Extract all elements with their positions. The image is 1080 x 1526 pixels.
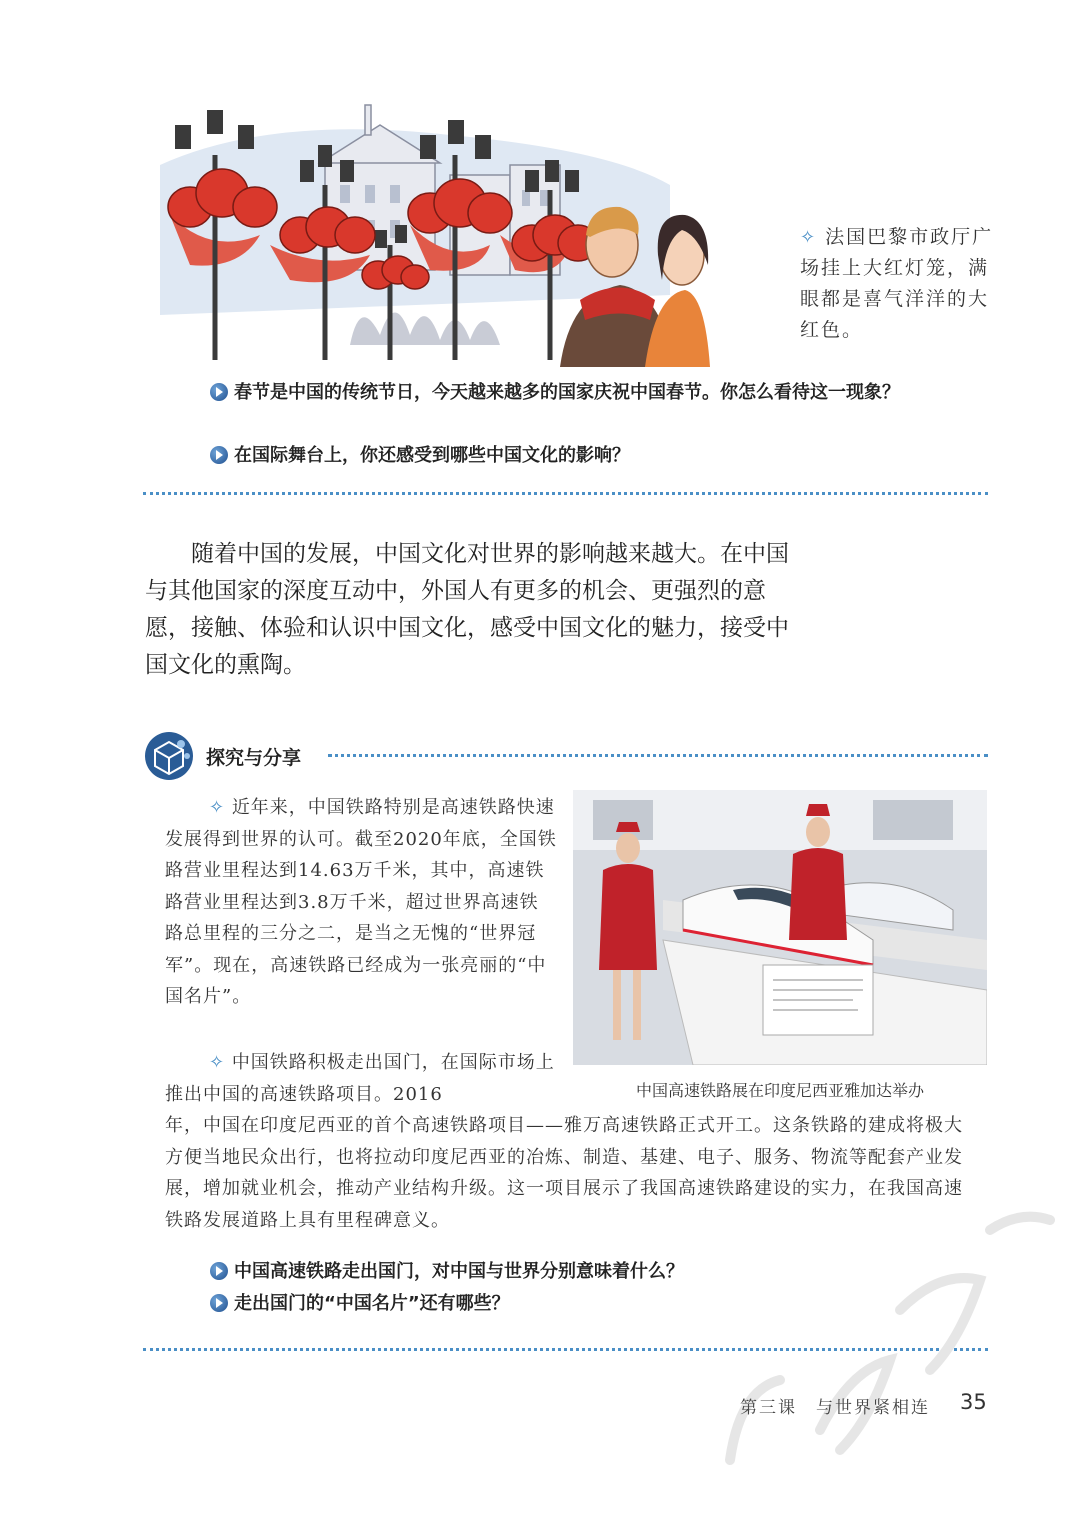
question-section-1: 中国高速铁路走出国门，对中国与世界分别意味着什么？ xyxy=(210,1256,970,1288)
play-bullet-icon xyxy=(210,1294,228,1312)
explore-share-icon xyxy=(143,730,195,782)
illustration-caption: 法国巴黎市政厅广场挂上大红灯笼，满眼都是喜气洋洋的大红色。 xyxy=(800,226,994,341)
page-number: 35 xyxy=(960,1390,987,1414)
section-paragraph-1: ✧ 近年来，中国铁路特别是高速铁路快速发展得到世界的认可。截至2020年底，全国铁路营业里程达到14.63万千米，其中，高速铁路营业里程达到3.8万千米，超过世界高速铁路总里程的三分之二，是当之无愧的“世界冠军”。现在，高速铁路已经成为一张亮丽的“中国名片”。 xyxy=(165,797,557,1007)
paris-lantern-illustration xyxy=(150,95,710,367)
play-bullet-icon xyxy=(210,1262,228,1280)
diamond-bullet-icon: ✧ xyxy=(800,227,818,248)
diamond-bullet-icon: ✧ xyxy=(209,1052,232,1073)
question-top-1: 春节是中国的传统节日，今天越来越多的国家庆祝中国春节。你怎么看待这一现象？ xyxy=(165,377,975,409)
question-section-2: 走出国门的“中国名片”还有哪些？ xyxy=(210,1288,970,1320)
footer-lesson-title: 第三课 与世界紧相连 xyxy=(740,1398,930,1418)
section-header xyxy=(143,730,988,782)
main-paragraph: 随着中国的发展，中国文化对世界的影响越来越大。在中国与其他国家的深度互动中，外国人有更多的机会、更强烈的意愿，接触、体验和认识中国文化，感受中国文化的魅力，接受中国文化的熏陶。 xyxy=(145,541,789,678)
section-dotted-line xyxy=(328,754,988,757)
play-bullet-icon xyxy=(210,446,228,464)
play-bullet-icon xyxy=(210,383,228,401)
question-top-2: 在国际舞台上，你还感受到哪些中国文化的影响？ xyxy=(210,440,970,472)
photo-caption: 中国高速铁路展在印度尼西亚雅加达举办 xyxy=(635,1081,924,1100)
section-paragraph-2-rest: 年，中国在印度尼西亚的首个高速铁路项目——雅万高速铁路正式开工。这条铁路的建成将极大方便当地民众出行，也将拉动印度尼西亚的冶炼、制造、基建、电子、服务、物流等配套产业发展，增加就业机会，推动产业结构升级。这一项目展示了我国高速铁路建设的实力，在我国高速铁路发展道路上具有里程碑意义。 xyxy=(165,1115,963,1231)
dotted-divider xyxy=(143,492,988,495)
watermark-decoration xyxy=(700,1130,1070,1510)
railway-exhibition-photo xyxy=(573,790,987,1065)
diamond-bullet-icon: ✧ xyxy=(209,797,232,818)
illustration-caption-block xyxy=(800,222,1000,346)
section-paragraph-2-start: ✧ 中国铁路积极走出国门，在国际市场上推出中国的高速铁路项目。2016 xyxy=(165,1052,555,1105)
section-title: 探究与分享 xyxy=(206,747,302,769)
